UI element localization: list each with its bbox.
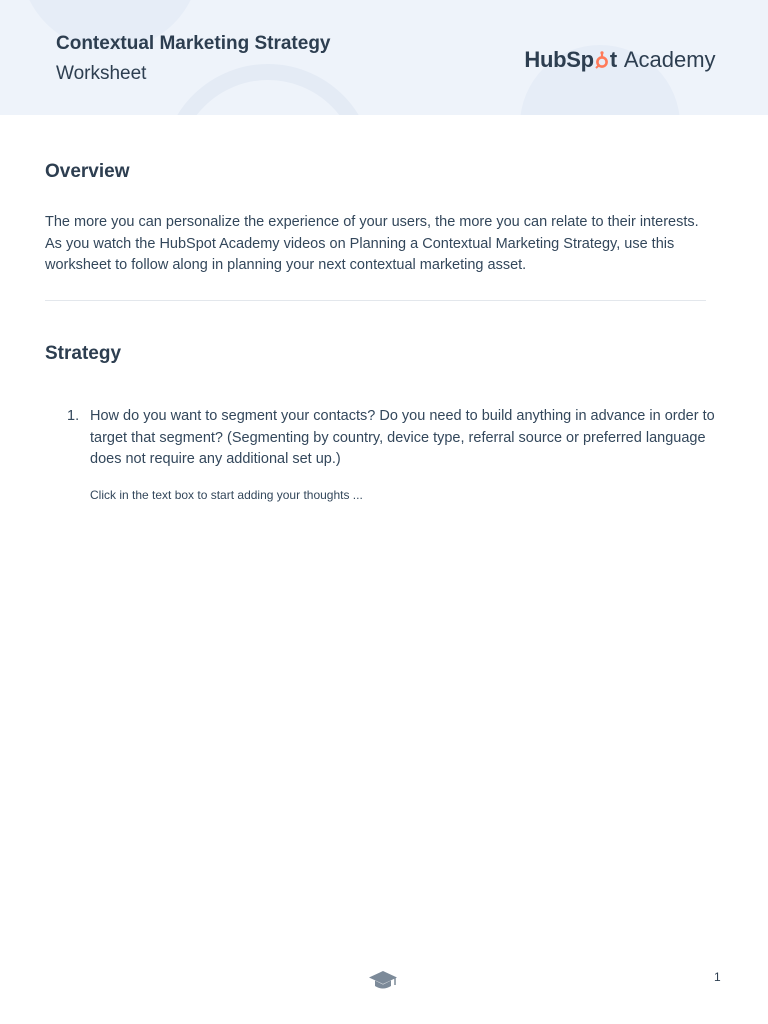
graduation-cap-icon (368, 968, 398, 992)
hubspot-wordmark (524, 47, 616, 73)
brand-text-right: t (609, 47, 617, 72)
brand-text-left: HubSp (524, 47, 594, 72)
hubspot-academy-logo (522, 40, 718, 80)
overview-paragraph: The more you can personalize the experience of your users, the more you can relate to their interests. As you watch the HubSpot Academy videos on Planning a Contextual Marketing Strategy, use this worksheet to follow along in planning your next contextual marketing asset. (45, 214, 699, 273)
overview-heading: Overview (45, 161, 130, 182)
question-text: How do you want to segment your contacts? Do you need to build anything in advance in order to target that segment? (Segmenting by country, device type, referral source or preferred language does not require any additional set up.) (90, 408, 715, 467)
page-number: 1 (714, 970, 721, 984)
section-divider (45, 300, 706, 301)
document-subtitle: Worksheet (56, 63, 147, 84)
question-number: 1. (67, 408, 80, 424)
document-title: Contextual Marketing Strategy (56, 33, 331, 54)
academy-text: Academy (623, 47, 716, 72)
sprocket-icon (594, 51, 610, 69)
answer-text-box[interactable]: Click in the text box to start adding your thoughts ... (90, 488, 363, 502)
strategy-heading: Strategy (45, 343, 122, 364)
header-banner (0, 0, 768, 115)
